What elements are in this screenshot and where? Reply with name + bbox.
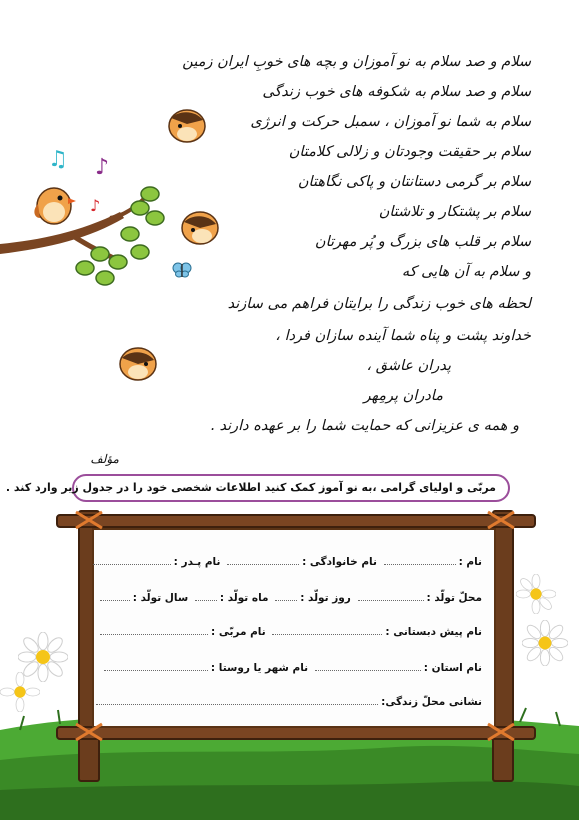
bird-icon [116,344,160,384]
daisy-icon [0,672,40,712]
birthplace-label: محلّ تولّد : [426,592,482,604]
rope-knot [486,508,516,532]
bird-icon [30,178,80,230]
name-field[interactable] [384,556,456,565]
poem-line: سلام بر حقیقت وجودتان و زلالی کلامتان [288,144,531,160]
bird-icon [178,208,222,248]
rope-knot [74,508,104,532]
poem-line: لحظه های خوب زندگی را برایتان فراهم می سازند [227,296,531,312]
form-row-name [90,556,482,568]
poem-line: سلام و صد سلام به نو آموزان و بچه های خوبِ ایران زمین [182,54,531,70]
form-row-school [97,626,482,638]
teacher-label: نام مربّی : [211,626,266,638]
poem-line: و همه ی عزیزانی که حمایت شما را بر عهده دارند . [210,418,519,434]
rope-knot [74,720,104,744]
form-row-birth [97,592,482,604]
birthplace-field[interactable] [358,592,424,601]
poem-line: سلام به شما نو آموزان ، سمبل حرکت و انرژی [250,114,531,130]
birthmonth-label: ماه تولّد : [219,592,269,604]
preschool-label: نام پیش دبستانی : [385,626,482,638]
poem-line: و سلام به آن هایی که [401,264,531,280]
province-label: نام استان : [423,662,482,674]
poem-line: مادران پرمِهر [363,388,443,404]
poem-line: خداوند پشت و پناه شما آینده سازان فردا ، [275,328,531,344]
board-bottom-bar [56,726,536,740]
board-top-bar [56,514,536,528]
music-note-icon: ♪ [90,196,101,215]
teacher-field[interactable] [100,626,208,635]
birthyear-label: سال تولّد : [132,592,189,604]
address-field[interactable] [96,696,378,705]
branch-icon [0,182,170,292]
wooden-board [56,508,536,778]
province-field[interactable] [315,662,421,671]
form-row-location [101,662,482,674]
poem-line: سلام و صد سلام به شکوفه های خوب زندگی [262,84,531,100]
poem-line: سلام بر پشتکار و تلاشتان [378,204,531,220]
preschool-field[interactable] [272,626,382,635]
author: مؤلف [90,452,119,466]
city-label: نام شهر یا روستا : [210,662,309,674]
notice-box: مربّی و اولیای گرامی ،به نو آموز کمک کنید اطلاعات شخصی خود را در جدول زیر وارد کند . [72,474,510,502]
music-note-icon: ♪ [95,154,110,180]
birthday-label: روز تولّد : [300,592,351,604]
father-field[interactable] [93,556,171,565]
bird-icon [165,106,209,146]
family-label: نام خانوادگی : [302,556,377,568]
city-field[interactable] [104,662,208,671]
father-label: نام پـدر : [173,556,221,568]
poem-line: سلام بر گرمی دستانتان و پاکی نگاهتان [297,174,531,190]
form-row-address [93,696,482,708]
info-form [92,528,496,728]
birthmonth-field[interactable] [195,592,217,601]
birthyear-field[interactable] [100,592,130,601]
address-label: نشانی محلّ زندگی: [381,696,482,708]
family-field[interactable] [227,556,299,565]
music-note-icon: ♫ [48,146,68,172]
name-label: نام : [458,556,482,568]
butterfly-icon [172,262,192,278]
birthday-field[interactable] [275,592,297,601]
rope-knot [486,720,516,744]
poem-line: پدران عاشق ، [366,358,451,374]
poem-line: سلام بر قلب های بزرگ و پُر مهرتان [314,234,531,250]
